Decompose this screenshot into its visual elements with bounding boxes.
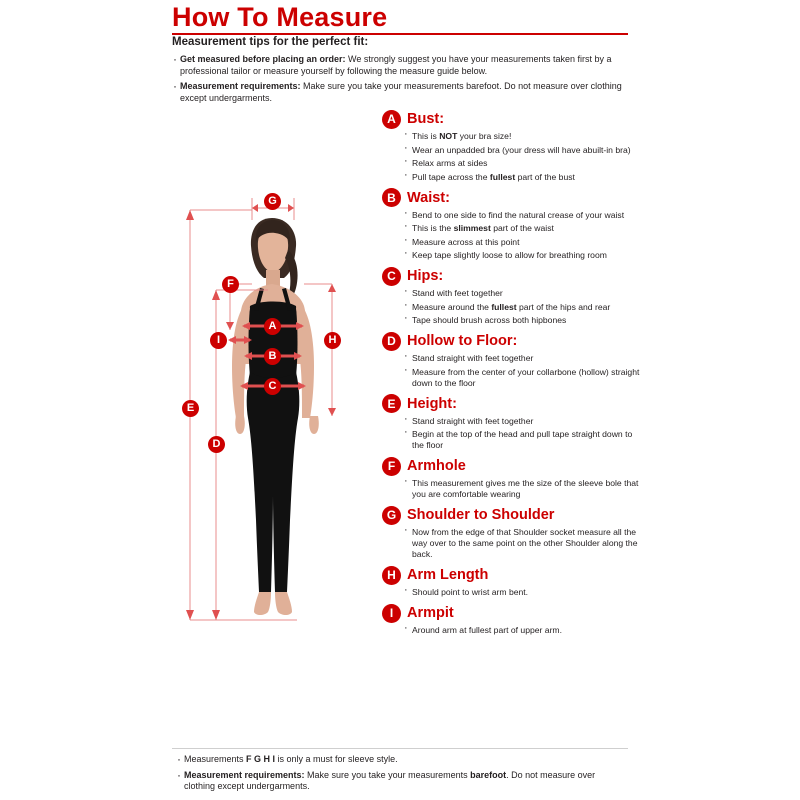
badge-a: A — [382, 110, 401, 129]
definition-item: · Relax arms at sides — [404, 158, 642, 169]
figure-label-b: B — [264, 348, 281, 365]
definition-item: · Wear an unpadded bra (your dress will have abuilt-in bra) — [404, 145, 642, 156]
definitions-list — [382, 108, 642, 640]
definition-shoulder-to-shoulder — [382, 504, 642, 560]
definition-title: Hollow to Floor: — [407, 333, 518, 349]
definition-title: Height: — [407, 395, 457, 412]
figure-label-i: I — [210, 332, 227, 349]
definition-item: · Begin at the top of the head and pull tape straight down to the floor — [404, 429, 642, 451]
measurement-figure — [172, 180, 372, 650]
footer-notes — [176, 754, 628, 797]
definition-item: · This measurement gives me the size of the sleeve bole that you are comfortable wearing — [404, 478, 642, 500]
definition-item: · Measure around the fullest part of the hips and rear — [404, 302, 642, 313]
page-title: How To Measure — [172, 2, 388, 32]
figure-label-e: E — [182, 400, 199, 417]
definition-item: · Should point to wrist arm bent. — [404, 587, 642, 598]
figure-label-f: F — [222, 276, 239, 293]
definition-title: Armhole — [407, 458, 466, 474]
figure-graphic — [172, 180, 372, 650]
tips-heading: Measurement tips for the perfect fit: — [172, 36, 369, 48]
definition-item: · Stand straight with feet together — [404, 353, 642, 364]
definition-bust — [382, 108, 642, 183]
definition-item: · Now from the edge of that Shoulder socket measure all the way over to the same point on the other Shoulder along the back. — [404, 527, 642, 560]
figure-label-g: G — [264, 193, 281, 210]
footer-note: · Measurement requirements: Make sure you take your measurements barefoot. Do not measure over clothing except undergarments. — [176, 770, 628, 793]
definition-armpit — [382, 602, 642, 636]
definition-waist — [382, 187, 642, 262]
model-illustration — [232, 218, 319, 615]
definition-title: Arm Length — [407, 567, 489, 583]
definition-item: · Pull tape across the fullest part of the bust — [404, 172, 642, 183]
definition-item: · Stand with feet together — [404, 288, 642, 299]
footer-divider — [172, 748, 628, 749]
definition-item: · Tape should brush across both hipbones — [404, 315, 642, 326]
figure-label-c: C — [264, 378, 281, 395]
figure-label-d: D — [208, 436, 225, 453]
figure-label-a: A — [264, 318, 281, 335]
badge-d: D — [382, 332, 401, 351]
badge-c: C — [382, 267, 401, 286]
badge-g: G — [382, 506, 401, 525]
badge-h: H — [382, 566, 401, 585]
tip-item: · Measurement requirements: Make sure you take your measurements barefoot. Do not measure over clothing except undergarments. — [172, 81, 627, 104]
definition-hollow-to-floor — [382, 330, 642, 389]
definition-item: · Around arm at fullest part of upper arm. — [404, 625, 642, 636]
definition-item: · Keep tape slightly loose to allow for breathing room — [404, 250, 642, 261]
tip-item: · Get measured before placing an order: We strongly suggest you have your measurements taken first by a professional tailor or measure yourself by following the measure guide below. — [172, 54, 627, 77]
badge-b: B — [382, 188, 401, 207]
badge-e: E — [382, 394, 401, 413]
definition-item: · Stand straight with feet together — [404, 416, 642, 427]
title-divider — [172, 33, 628, 35]
badge-f: F — [382, 457, 401, 476]
definition-item: · This is the slimmest part of the waist — [404, 223, 642, 234]
definition-armhole — [382, 455, 642, 500]
tips-list — [172, 54, 627, 108]
definition-title: Hips: — [407, 268, 444, 284]
definition-arm-length — [382, 564, 642, 598]
badge-i: I — [382, 604, 401, 623]
definition-title: Bust: — [407, 111, 445, 127]
definition-title: Armpit — [407, 605, 454, 621]
definition-item: · Measure across at this point — [404, 237, 642, 248]
footer-note: · Measurements F G H I is only a must for sleeve style. — [176, 754, 628, 766]
definition-title: Shoulder to Shoulder — [407, 507, 555, 523]
definition-hips — [382, 265, 642, 326]
definition-item: · Bend to one side to find the natural crease of your waist — [404, 210, 642, 221]
definition-item: · This is NOT your bra size! — [404, 131, 642, 142]
definition-item: · Measure from the center of your collarbone (hollow) straight down to the floor — [404, 367, 642, 389]
figure-label-h: H — [324, 332, 341, 349]
definition-height — [382, 393, 642, 452]
definition-title: Waist: — [407, 189, 450, 206]
